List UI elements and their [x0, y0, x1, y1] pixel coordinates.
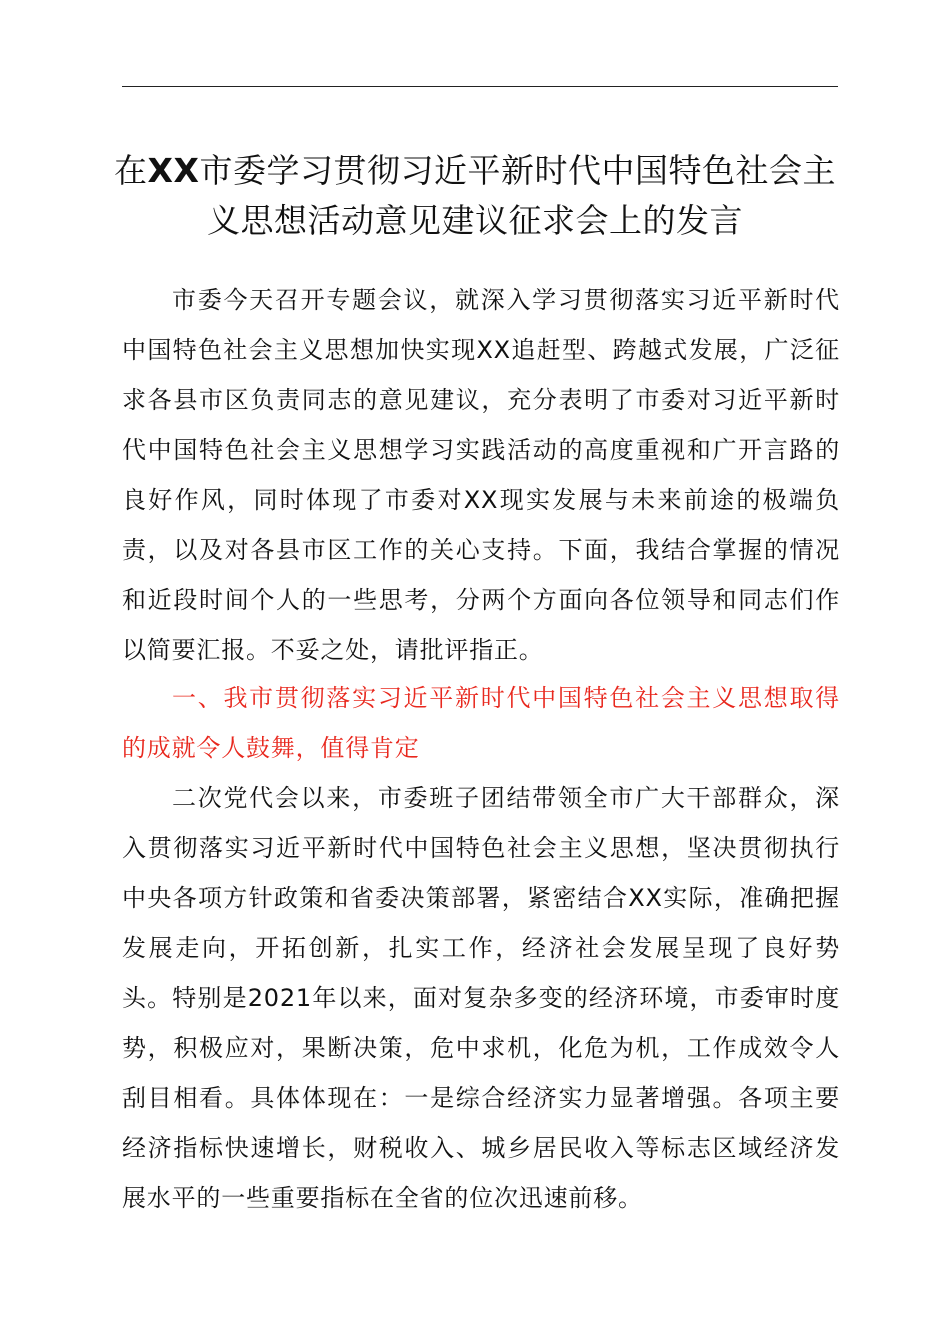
- section-heading-1: 一、我市贯彻落实习近平新时代中国特色社会主义思想取得的成就令人鼓舞，值得肯定: [122, 684, 840, 762]
- document-title: [110, 146, 840, 246]
- body-paragraph-2: 二次党代会以来，市委班子团结带领全市广大干部群众，深入贯彻落实习近平新时代中国特色社会主义思想，坚决贯彻执行中央各项方针政策和省委决策部署，紧密结合XX实际，准确把握发展走向，开拓创新，扎实工作，经济社会发展呈现了良好势头。特别是2021年以来，面对复杂多变的经济环境，市委审时度势，积极应对，果断决策，危中求机，化危为机，工作成效令人刮目相看。具体体现在：一是综合经济实力显著增强。各项主要经济指标快速增长，财税收入、城乡居民收入等标志区域经济发展水平的一些重要指标在全省的位次迅速前移。: [122, 784, 840, 1212]
- title-prefix: 在: [114, 151, 148, 190]
- header-rule: [122, 86, 838, 87]
- title-rest: 市委学习贯彻习近平新时代中国特色社会主义思想活动意见建议征求会上的发言: [199, 151, 836, 240]
- title-bold: XX: [147, 151, 200, 190]
- intro-paragraph: 市委今天召开专题会议，就深入学习贯彻落实习近平新时代中国特色社会主义思想加快实现XX追赶型、跨越式发展，广泛征求各县市区负责同志的意见建议，充分表明了市委对习近平新时代中国特色社会主义思想学习实践活动的高度重视和广开言路的良好作风，同时体现了市委对XX现实发展与未来前途的极端负责，以及对各县市区工作的关心支持。下面，我结合掌握的情况和近段时间个人的一些思考，分两个方面向各位领导和同志们作以简要汇报。不妥之处，请批评指正。: [122, 286, 840, 664]
